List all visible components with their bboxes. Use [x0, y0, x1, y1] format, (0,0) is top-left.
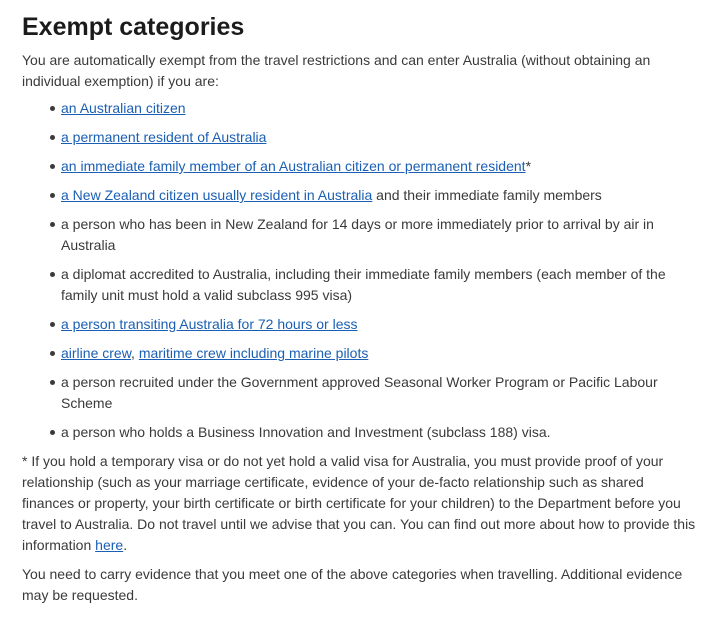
link-person-transiting[interactable]: a person transiting Australia for 72 hours or less: [61, 316, 358, 332]
link-immediate-family-member[interactable]: an immediate family member of an Australian citizen or permanent resident: [61, 158, 526, 174]
footnote-body: * If you hold a temporary visa or do not yet hold a valid visa for Australia, you must provide proof of your relationship (such as your marriage certificate, evidence of your de-facto relationship such as shared finances or property, your birth certificate or birth certificate for your children) to the Department before you travel to Australia. Do not travel until we advise that you can. You can find out more about how to provide this information: [22, 453, 696, 553]
list-item: [50, 422, 696, 443]
list-item-text: a person who holds a Business Innovation and Investment (subclass 188) visa.: [61, 424, 551, 440]
intro-text: You are automatically exempt from the travel restrictions and can enter Australia (without obtaining an individual exemption) if you are:: [22, 52, 651, 89]
footnote-end: .: [123, 537, 128, 553]
list-item-suffix: *: [525, 158, 532, 174]
list-item: [50, 127, 696, 148]
link-airline-crew[interactable]: airline crew: [61, 345, 132, 361]
exempt-list: [22, 98, 696, 443]
list-item-text: a person recruited under the Government approved Seasonal Worker Program or Pacific Labour Scheme: [61, 374, 658, 411]
link-permanent-resident[interactable]: a permanent resident of Australia: [61, 129, 267, 145]
link-australian-citizen[interactable]: an Australian citizen: [61, 100, 186, 116]
evidence-text: You need to carry evidence that you meet one of the above categories when travelling. Additional evidence may be requested.: [22, 566, 683, 603]
list-item-text: a person who has been in New Zealand for 14 days or more immediately prior to arrival by air in Australia: [61, 216, 654, 253]
link-here[interactable]: here: [95, 537, 124, 553]
link-new-zealand-citizen[interactable]: a New Zealand citizen usually resident in Australia: [61, 187, 373, 203]
link-maritime-crew[interactable]: maritime crew including marine pilots: [138, 345, 369, 361]
page-title: Exempt categories: [22, 13, 245, 41]
list-item: [50, 156, 696, 177]
list-item-text: a diplomat accredited to Australia, including their immediate family members (each member of the family unit must hold a valid subclass 995 visa): [61, 266, 666, 303]
list-item: [50, 98, 696, 119]
list-item: [50, 372, 696, 414]
footnote-text: [22, 451, 696, 556]
list-item: [50, 264, 696, 306]
list-item-separator: ,: [131, 345, 139, 361]
list-item: [50, 343, 696, 364]
list-item: [50, 314, 696, 335]
list-item: [50, 214, 696, 256]
list-item-suffix: and their immediate family members: [372, 187, 602, 203]
list-item: [50, 185, 696, 206]
